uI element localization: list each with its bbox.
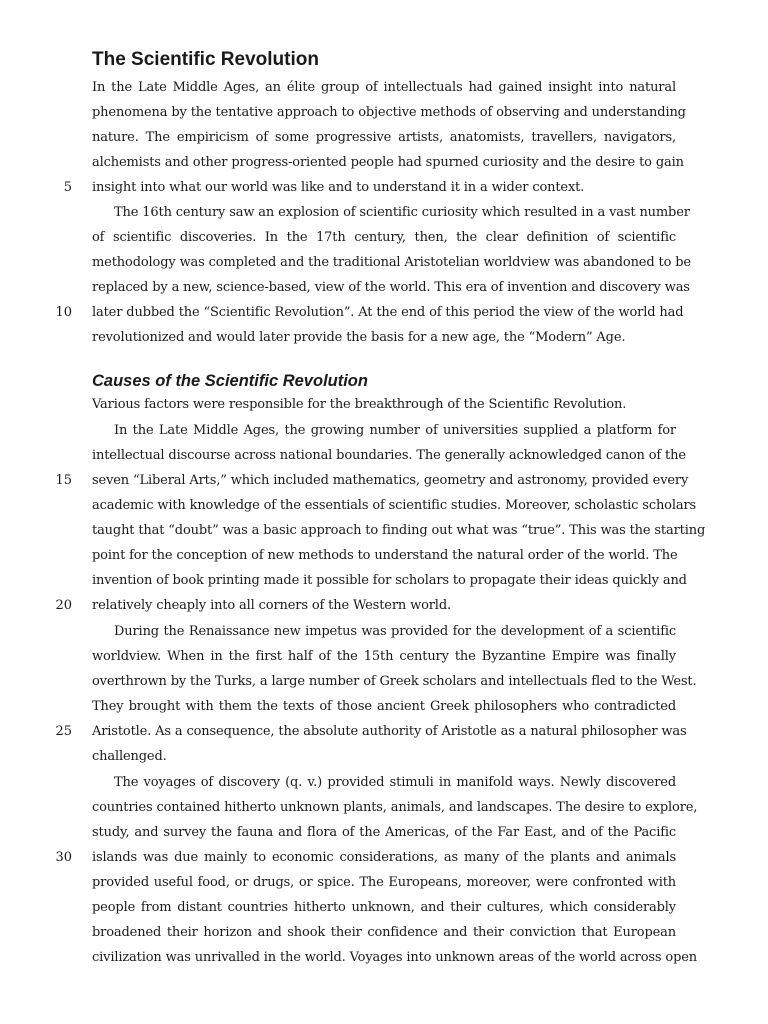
paragraph-line: nature. The empiricism of some progressive artists, anatomists, travellers, navigators, xyxy=(92,130,676,145)
paragraph-line: academic with knowledge of the essentials of scientific studies. Moreover, scholastic scholars xyxy=(92,498,697,513)
paragraph-line: relatively cheaply into all corners of the Western world. xyxy=(92,598,451,613)
paragraph-line: The voyages of discovery (q. v.) provided stimuli in manifold ways. Newly discovered xyxy=(114,775,676,790)
paragraph-line: Various factors were responsible for the breakthrough of the Scientific Revolution. xyxy=(92,397,627,412)
paragraph-line: islands was due mainly to economic considerations, as many of the plants and animals xyxy=(92,850,676,865)
paragraph-line: In the Late Middle Ages, the growing number of universities supplied a platform for xyxy=(114,423,676,438)
line-number: 5 xyxy=(63,180,72,195)
line-number: 30 xyxy=(55,850,72,865)
section-heading: Causes of the Scientific Revolution xyxy=(92,372,368,390)
paragraph-line: methodology was completed and the traditional Aristotelian worldview was abandoned to be xyxy=(92,255,691,270)
line-number: 10 xyxy=(55,305,72,320)
paragraph-line: alchemists and other progress-oriented people had spurned curiosity and the desire to gain xyxy=(92,155,684,170)
line-number: 20 xyxy=(55,598,72,613)
paragraph-line: phenomena by the tentative approach to objective methods of observing and understanding xyxy=(92,105,686,120)
paragraph-line: provided useful food, or drugs, or spice. The Europeans, moreover, were confronted with xyxy=(92,875,676,890)
paragraph-line: later dubbed the “Scientific Revolution”. At the end of this period the view of the world had xyxy=(92,305,684,320)
paragraph-line: intellectual discourse across national boundaries. The generally acknowledged canon of the xyxy=(92,448,686,463)
paragraph-line: revolutionized and would later provide the basis for a new age, the “Modern” Age. xyxy=(92,330,626,345)
paragraph-line: of scientific discoveries. In the 17th century, then, the clear definition of scientific xyxy=(92,230,676,245)
paragraph-line: countries contained hitherto unknown plants, animals, and landscapes. The desire to explore, xyxy=(92,800,698,815)
paragraph-line: seven “Liberal Arts,” which included mathematics, geometry and astronomy, provided every xyxy=(92,473,689,488)
paragraph-line: taught that “doubt” was a basic approach to finding out what was “true”. This was the starting xyxy=(92,523,706,538)
paragraph-line: During the Renaissance new impetus was provided for the development of a scientific xyxy=(114,624,676,639)
paragraph-line: They brought with them the texts of those ancient Greek philosophers who contradicted xyxy=(92,699,676,714)
paragraph-line: Aristotle. As a consequence, the absolute authority of Aristotle as a natural philosopher was xyxy=(92,724,687,739)
paragraph-line: worldview. When in the first half of the 15th century the Byzantine Empire was finally xyxy=(92,649,676,664)
paragraph-line: challenged. xyxy=(92,749,167,764)
paragraph-line: civilization was unrivalled in the world. Voyages into unknown areas of the world across open xyxy=(92,950,698,965)
paragraph-line: invention of book printing made it possible for scholars to propagate their ideas quickly and xyxy=(92,573,687,588)
paragraph-line: study, and survey the fauna and flora of the Americas, of the Far East, and of the Pacific xyxy=(92,825,676,840)
paragraph-line: overthrown by the Turks, a large number of Greek scholars and intellectuals fled to the West. xyxy=(92,674,697,689)
line-number: 15 xyxy=(55,473,72,488)
page-title: The Scientific Revolution xyxy=(92,49,319,70)
paragraph-line: point for the conception of new methods to understand the natural order of the world. The xyxy=(92,548,678,563)
paragraph-line: The 16th century saw an explosion of scientific curiosity which resulted in a vast number xyxy=(114,205,690,220)
line-number: 25 xyxy=(55,724,72,739)
paragraph-line: In the Late Middle Ages, an élite group of intellectuals had gained insight into natural xyxy=(92,80,676,95)
paragraph-line: people from distant countries hitherto unknown, and their cultures, which considerably xyxy=(92,900,676,915)
paragraph-line: insight into what our world was like and to understand it in a wider context. xyxy=(92,180,585,195)
paragraph-line: broadened their horizon and shook their confidence and their conviction that European xyxy=(92,925,676,940)
paragraph-line: replaced by a new, science-based, view of the world. This era of invention and discovery was xyxy=(92,280,690,295)
